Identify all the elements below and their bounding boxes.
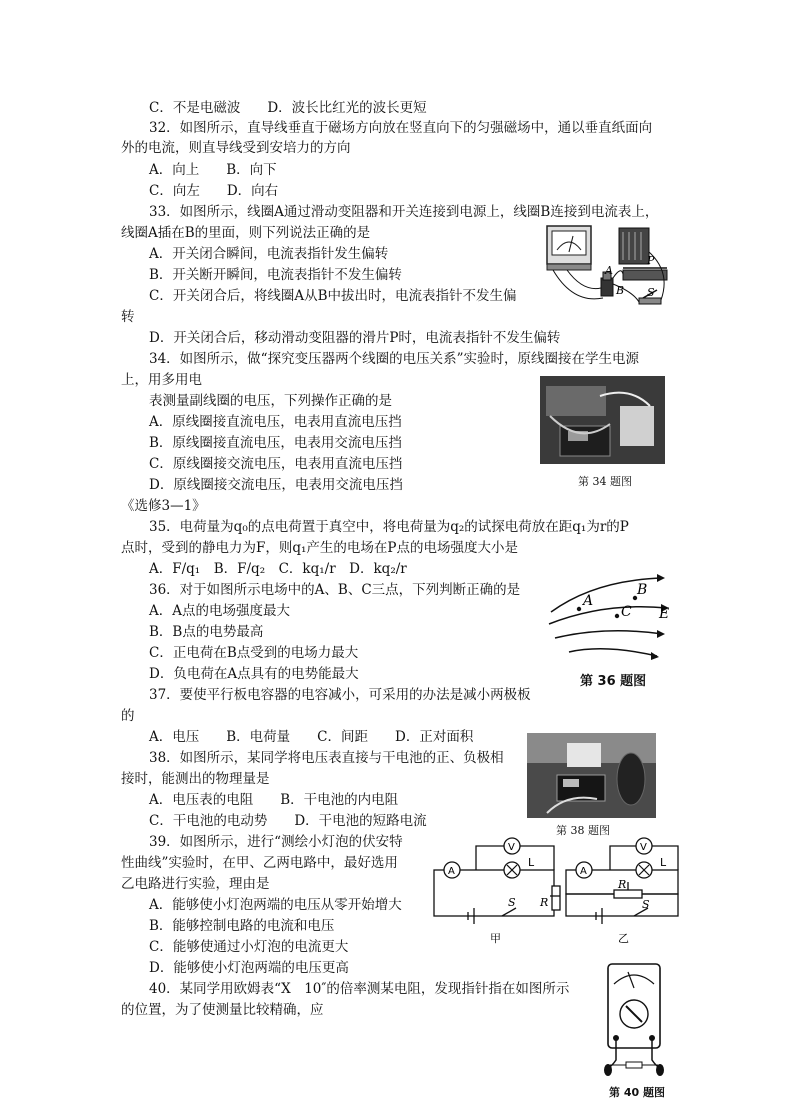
- q34-option-c: C．原线圈接交流电压，电表用直流电压挡: [149, 456, 403, 472]
- fig33-label-p: P: [647, 254, 655, 267]
- q39-option-a: A．能够使小灯泡两端的电压从零开始增大: [149, 897, 402, 913]
- section-heading-elective-3-1: 《选修3—1》: [121, 498, 206, 514]
- q34-option-d: D．原线圈接交流电压，电表用交流电压挡: [149, 477, 403, 493]
- figure-34-caption: 第 34 题图: [578, 475, 632, 488]
- figure-38-photo: [527, 733, 656, 818]
- q36-option-a: A．A点的电场强度最大: [149, 603, 290, 619]
- fig39-left-lamp-label: L: [528, 856, 535, 869]
- q36-option-b: B．B点的电势最高: [149, 624, 264, 640]
- q33-option-c-cont: 转: [121, 309, 135, 325]
- q39-option-b: B．能够控制电路的电流和电压: [149, 918, 335, 934]
- figure-34-photo: [540, 376, 665, 464]
- fig39-right-caption: 乙: [618, 932, 629, 945]
- fig39-right-voltmeter-label: V: [640, 842, 647, 853]
- q38-stem-line2: 接时，能测出的物理量是: [121, 771, 270, 787]
- q36-option-d: D．负电荷在A点具有的电势能最大: [149, 666, 359, 682]
- figure-36-field-lines: [545, 572, 675, 660]
- q33-option-d: D．开关闭合后，移动滑动变阻器的滑片P时，电流表指针不发生偏转: [149, 330, 561, 346]
- q39-stem-line1: 39．如图所示，进行“测绘小灯泡的伏安特: [149, 834, 403, 850]
- q39-option-d: D．能够使小灯泡两端的电压更高: [149, 960, 349, 976]
- fig39-right-lamp-label: L: [660, 856, 667, 869]
- q37-stem-line1: 37．要使平行板电容器的电容减小，可采用的办法是减小两极板: [149, 687, 531, 703]
- fig39-right-ammeter-label: A: [580, 866, 587, 877]
- q35-stem-line2: 点时，受到的静电力为F，则q₁产生的电场在P点的电场强度大小是: [121, 540, 519, 556]
- q34-option-b: B．原线圈接直流电压，电表用交流电压挡: [149, 435, 402, 451]
- figure-36-caption: 第 36 题图: [580, 674, 647, 689]
- fig36-label-c: C: [621, 604, 632, 620]
- fig36-label-b: B: [637, 582, 648, 598]
- q32-stem-line2: 外的电流，则直导线受到安培力的方向: [121, 140, 351, 156]
- figure-39-circuits: [428, 828, 688, 946]
- fig36-label-e: E: [659, 606, 670, 622]
- fig39-left-caption: 甲: [490, 932, 501, 945]
- q33-stem-line1: 33．如图所示，线圈A通过滑动变阻器和开关连接到电源上，线圈B连接到电流表上，: [149, 204, 659, 220]
- q31-option-cd: C．不是电磁波 D．波长比红光的波长更短: [149, 100, 427, 116]
- fig39-left-rheostat-label: R: [540, 896, 549, 909]
- q37-options: A．电压 B．电荷量 C．间距 D．正对面积: [149, 729, 474, 745]
- q39-stem-line3: 乙电路进行实验，理由是: [121, 876, 270, 892]
- q33-option-c: C．开关闭合后，将线圈A从B中拔出时，电流表指针不发生偏: [149, 288, 517, 304]
- q40-stem-line2: 的位置，为了使测量比较精确，应: [121, 1002, 324, 1018]
- fig39-right-rheostat-label: R: [618, 878, 627, 891]
- q38-options-ab: A．电压表的电阻 B．干电池的内电阻: [149, 792, 399, 808]
- figure-40-multimeter: [598, 960, 670, 1082]
- q39-stem-line2: 性曲线”实验时，在甲、乙两电路中，最好选用: [121, 855, 398, 871]
- q37-stem-line2: 的: [121, 708, 135, 724]
- q32-options-cd: C．向左 D．向右: [149, 183, 279, 199]
- fig33-label-b: B: [616, 284, 625, 297]
- fig39-right-switch-label: S: [642, 898, 650, 911]
- q34-stem-line2: 上，用多用电: [121, 372, 202, 388]
- figure-38-caption: 第 38 题图: [556, 824, 610, 837]
- fig39-left-voltmeter-label: V: [508, 842, 515, 853]
- q39-option-c: C．能够使通过小灯泡的电流更大: [149, 939, 349, 955]
- figure-40-caption: 第 40 题图: [609, 1086, 665, 1099]
- fig39-left-ammeter-label: A: [448, 866, 455, 877]
- figure-33-apparatus: [543, 222, 673, 314]
- q33-option-a: A．开关闭合瞬间，电流表指针发生偏转: [149, 246, 389, 262]
- q40-stem-line1: 40．某同学用欧姆表“X 10″的倍率测某电阻，发现指针指在如图所示: [149, 981, 570, 997]
- fig36-label-a: A: [583, 593, 594, 609]
- q33-stem-line2: 线圈A插在B的里面，则下列说法正确的是: [121, 225, 371, 241]
- q35-stem-line1: 35．电荷量为q₀的点电荷置于真空中，将电荷量为q₂的试探电荷放在距q₁为r的P: [149, 519, 629, 535]
- q34-stem-line3: 表测量副线圈的电压，下列操作正确的是: [149, 393, 392, 409]
- q36-option-c: C．正电荷在B点受到的电场力最大: [149, 645, 359, 661]
- q34-option-a: A．原线圈接直流电压，电表用直流电压挡: [149, 414, 402, 430]
- fig39-left-switch-label: S: [508, 896, 516, 909]
- q34-stem-line1: 34．如图所示，做“探究变压器两个线圈的电压关系”实验时，原线圈接在学生电源: [149, 351, 639, 367]
- q38-options-cd: C．干电池的电动势 D．干电池的短路电流: [149, 813, 427, 829]
- q36-stem: 36．对于如图所示电场中的A、B、C三点，下列判断正确的是: [149, 582, 521, 598]
- fig33-label-a: A: [605, 264, 613, 277]
- fig33-label-s: S: [647, 286, 655, 299]
- q32-options-ab: A．向上 B．向下: [149, 162, 277, 178]
- q33-option-b: B．开关断开瞬间，电流表指针不发生偏转: [149, 267, 402, 283]
- q38-stem-line1: 38．如图所示，某同学将电压表直接与干电池的正、负极相: [149, 750, 504, 766]
- q35-options: A．F/q₁ B．F/q₂ C．kq₁/r D．kq₂/r: [149, 561, 407, 577]
- q32-stem-line1: 32．如图所示，直导线垂直于磁场方向放在竖直向下的匀强磁场中，通以垂直纸面向: [149, 120, 653, 136]
